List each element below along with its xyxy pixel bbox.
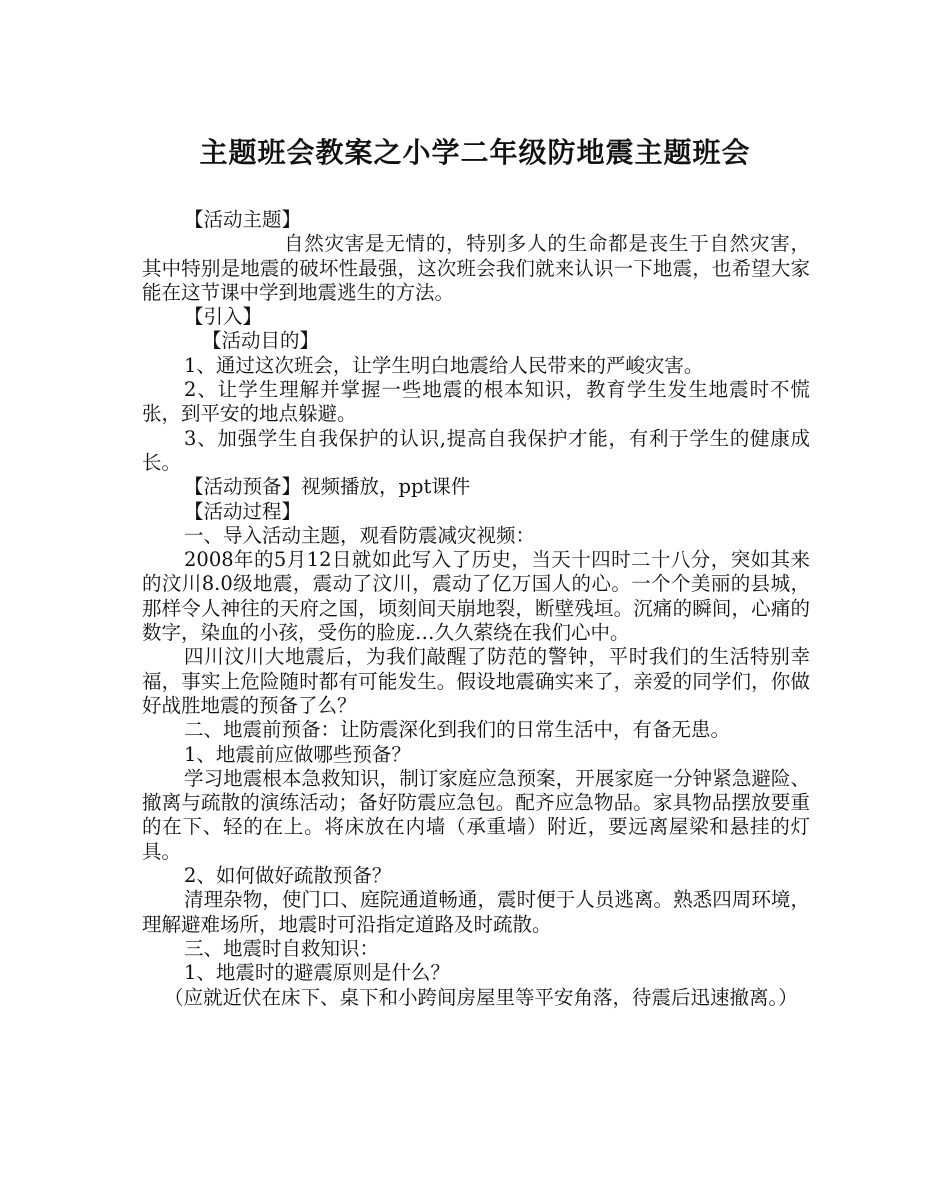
paragraph: 3、加强学生自我保护的认识,提高自我保护才能，有利于学生的健康成长。 bbox=[142, 426, 810, 474]
paragraph: 【活动主题】 bbox=[184, 208, 302, 231]
paragraph: 四川汶川大地震后，为我们敲醒了防范的警钟，平时我们的生活特别幸福，事实上危险随时都有可能发生。假设地震确实来了，亲爱的同学们，你做好战胜地震的预备了么？ bbox=[142, 645, 810, 717]
document-body bbox=[142, 208, 810, 1010]
paragraph: 1、地震时的避震原则是什么？ bbox=[184, 961, 450, 985]
paragraph: 1、通过这次班会，让学生明白地震给人民带来的严峻灾害。 bbox=[184, 353, 704, 377]
paragraph: 【引入】 bbox=[184, 305, 263, 329]
paragraph: 二、地震前预备：让防震深化到我们的日常生活中，有备无患。 bbox=[184, 718, 731, 742]
paragraph: 清理杂物，使门口、庭院通道畅通，震时便于人员逃离。熟悉四周环境，理解避难场所，地震时可沿指定道路及时疏散。 bbox=[142, 888, 810, 936]
paragraph: 【活动目的】 bbox=[202, 329, 320, 353]
document-title: 主题班会教案之小学二年级防地震主题班会 bbox=[199, 136, 751, 169]
paragraph: 2008年的5月12日就如此写入了历史，当天十四时二十八分，突如其来的汶川8.0级地震，震动了汶川，震动了亿万国人的心。一个个美丽的县城，那样令人神往的天府之国，顷刻间天崩地裂，断壁残垣。沉痛的瞬间，心痛的数字，染血的小孩，受伤的脸庞…久久萦绕在我们心中。 bbox=[142, 548, 810, 645]
paragraph: 一、导入活动主题，观看防震减灾视频： bbox=[184, 523, 536, 547]
paragraph: 【活动过程】 bbox=[184, 499, 302, 523]
paragraph: 自然灾害是无情的，特别多人的生命都是丧生于自然灾害，其中特别是地震的破坏性最强，这次班会我们就来认识一下地震，也希望大家能在这节课中学到地震逃生的方法。 bbox=[142, 232, 810, 304]
paragraph: 2、让学生理解并掌握一些地震的根本知识，教育学生发生地震时不慌张，到平安的地点躲避。 bbox=[142, 378, 810, 426]
paragraph: 【活动预备】视频播放，ppt课件 bbox=[184, 475, 471, 499]
paragraph: 1、地震前应做哪些预备？ bbox=[184, 742, 411, 766]
paragraph: 三、地震时自救知识： bbox=[184, 936, 380, 960]
paragraph: 2、如何做好疏散预备？ bbox=[184, 864, 392, 888]
paragraph: 学习地震根本急救知识，制订家庭应急预案，开展家庭一分钟紧急避险、撤离与疏散的演练活动；备好防震应急包。配齐应急物品。家具物品摆放要重的在下、轻的在上。将床放在内墙（承重墙）附近，要远离屋梁和悬挂的灯具。 bbox=[142, 766, 810, 863]
paragraph: （应就近伏在床下、桌下和小跨间房屋里等平安角落，待震后迅速撤离。） bbox=[164, 985, 798, 1009]
